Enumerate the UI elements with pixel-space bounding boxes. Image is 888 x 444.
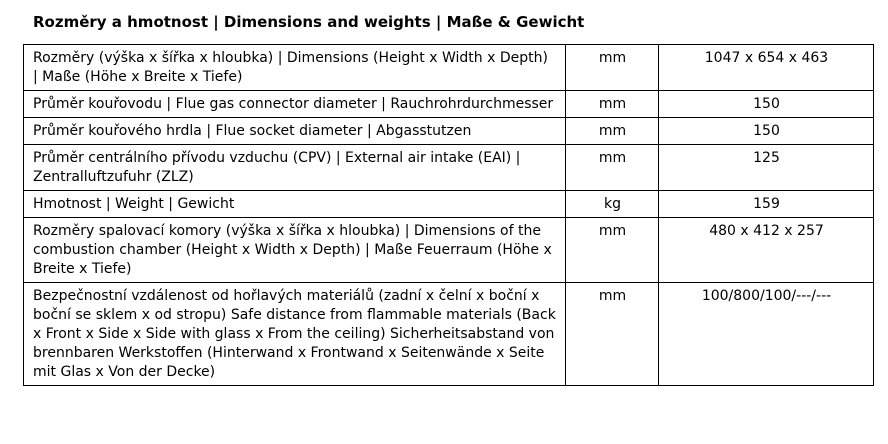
row-unit: kg [566,191,659,218]
row-unit: mm [566,91,659,118]
row-description: Průměr kouřového hrdla | Flue socket diameter | Abgasstutzen [24,118,566,145]
table-row [24,191,874,218]
row-value: 125 [659,145,874,191]
table-row [24,118,874,145]
row-value: 480 x 412 x 257 [659,218,874,283]
row-description: Hmotnost | Weight | Gewicht [24,191,566,218]
row-value: 159 [659,191,874,218]
row-unit: mm [566,145,659,191]
section-title: Rozměry a hmotnost | Dimensions and weights | Maße & Gewicht [33,13,585,31]
table-row [24,91,874,118]
row-value: 100/800/100/---/--- [659,283,874,386]
row-description: Bezpečnostní vzdálenost od hořlavých materiálů (zadní x čelní x boční x boční se sklem x od stropu) Safe distance from flammable materials (Back x Front x Side x Side with glass x From the ceiling) Sicherheitsabstand von brennbaren Werkstoffen (Hinterwand x Frontwand x Seitenwände x Seite mit Glas x Von der Decke) [24,283,566,386]
dimensions-table [23,44,874,386]
row-unit: mm [566,218,659,283]
row-unit: mm [566,45,659,91]
row-description: Rozměry (výška x šířka x hloubka) | Dimensions (Height x Width x Depth) | Maße (Höhe x Breite x Tiefe) [24,45,566,91]
table-row [24,283,874,386]
row-value: 1047 x 654 x 463 [659,45,874,91]
row-value: 150 [659,118,874,145]
table-row [24,218,874,283]
row-description: Průměr kouřovodu | Flue gas connector diameter | Rauchrohrdurchmesser [24,91,566,118]
row-unit: mm [566,118,659,145]
row-unit: mm [566,283,659,386]
row-description: Průměr centrálního přívodu vzduchu (CPV) | External air intake (EAI) | Zentralluftzufuhr (ZLZ) [24,145,566,191]
row-value: 150 [659,91,874,118]
row-description: Rozměry spalovací komory (výška x šířka x hloubka) | Dimensions of the combustion chamber (Height x Width x Depth) | Maße Feuerraum (Höhe x Breite x Tiefe) [24,218,566,283]
table-row [24,145,874,191]
table-row [24,45,874,91]
